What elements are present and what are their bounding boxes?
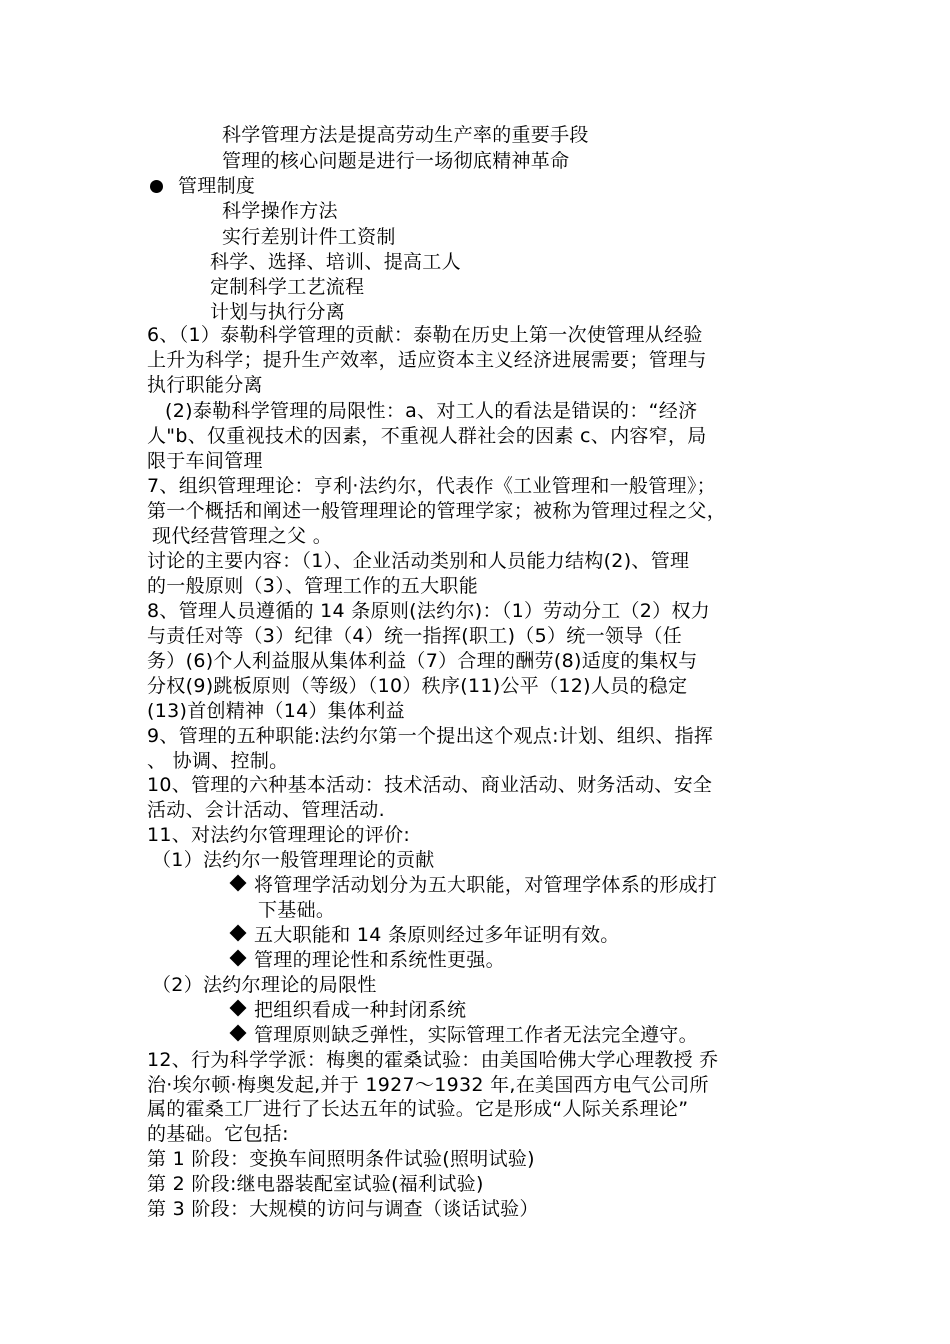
text-line: 上升为科学；提升生产效率，适应资本主义经济进展需要；管理与 [147, 349, 707, 371]
text-line: 实行差别计件工资制 [222, 226, 396, 248]
text-line: 治·埃尔顿·梅奥发起,并于 1927～1932 年,在美国西方电气公司所 [147, 1074, 709, 1096]
text-line: 9、管理的五种职能:法约尔第一个提出这个观点:计划、组织、指挥 [147, 725, 714, 747]
list-item-continuation: 下基础。 [258, 899, 336, 921]
text-line: 现代经营管理之父 。 [152, 525, 333, 547]
text-line: 10、管理的六种基本活动：技术活动、商业活动、财务活动、安全 [147, 774, 713, 796]
text-line: 11、对法约尔管理理论的评价: [147, 824, 411, 846]
text-line: 第 3 阶段：大规模的访问与调查（谈话试验） [147, 1198, 539, 1220]
text-line: 限于车间管理 [147, 450, 263, 472]
list-item: 将管理学活动划分为五大职能，对管理学体系的形成打 [232, 873, 717, 898]
text-line: (2)泰勒科学管理的局限性：a、对工人的看法是错误的：“经济 [165, 400, 698, 422]
text-line: 、 协调、控制。 [147, 750, 289, 772]
diamond-bullet-icon [230, 925, 247, 942]
text-line: 第 1 阶段：变换车间照明条件试验(照明试验) [147, 1148, 535, 1170]
text-line: 12、行为科学学派：梅奥的霍桑试验：由美国哈佛大学心理教授 乔 [147, 1049, 719, 1071]
text-line: 计划与执行分离 [210, 301, 346, 323]
bullet-dot-icon [150, 180, 163, 193]
text-line: 的一般原则（3）、管理工作的五大职能 [147, 575, 478, 597]
text-line: 人"b、仅重视技术的因素，不重视人群社会的因素 c、内容窄，局 [147, 425, 707, 447]
list-item: 把组织看成一种封闭系统 [232, 998, 466, 1023]
text-line: 与责任对等（3）纪律（4）统一指挥(职工)（5）统一领导（任 [147, 625, 683, 647]
text-line: 定制科学工艺流程 [210, 276, 365, 298]
text-line: 的基础。它包括: [147, 1123, 289, 1145]
subheading: （2）法约尔理论的局限性 [152, 974, 377, 996]
section-heading: 管理制度 [178, 175, 256, 197]
diamond-bullet-icon [230, 950, 247, 967]
text-line: 分权(9)跳板原则（等级）（10）秩序(11)公平（12)人员的稳定 [147, 675, 688, 697]
text-line: 科学管理方法是提高劳动生产率的重要手段 [222, 124, 589, 146]
list-item: 管理原则缺乏弹性，实际管理工作者无法完全遵守。 [232, 1023, 698, 1048]
text-line: 讨论的主要内容：（1）、企业活动类别和人员能力结构(2)、管理 [147, 550, 690, 572]
list-item: 管理的理论性和系统性更强。 [232, 948, 505, 973]
text-line: 活动、会计活动、管理活动. [147, 799, 385, 821]
list-item: 五大职能和 14 条原则经过多年证明有效。 [232, 923, 620, 948]
text-line: 科学、选择、培训、提高工人 [210, 251, 461, 273]
diamond-bullet-icon [230, 875, 247, 892]
text-line: 第 2 阶段:继电器装配室试验(福利试验) [147, 1173, 484, 1195]
text-line: 7、组织管理理论：亨利·法约尔，代表作《工业管理和一般管理》； [147, 475, 716, 497]
text-line: 第一个概括和阐述一般管理理论的管理学家；被称为管理过程之父， [147, 500, 727, 522]
subheading: （1）法约尔一般管理理论的贡献 [152, 849, 435, 871]
diamond-bullet-icon [230, 1025, 247, 1042]
text-line: (13)首创精神（14）集体利益 [147, 700, 405, 722]
text-line: 管理的核心问题是进行一场彻底精神革命 [222, 150, 570, 172]
text-line: 执行职能分离 [147, 374, 263, 396]
text-line: 务）(6)个人利益服从集体利益（7）合理的酬劳(8)适度的集权与 [147, 650, 698, 672]
text-line: 8、管理人员遵循的 14 条原则(法约尔)：（1）劳动分工（2）权力 [147, 600, 711, 622]
diamond-bullet-icon [230, 1000, 247, 1017]
text-line: 属的霍桑工厂进行了长达五年的试验。它是形成“人际关系理论” [147, 1098, 689, 1120]
text-line: 6、（1）泰勒科学管理的贡献：泰勒在历史上第一次使管理从经验 [147, 324, 703, 346]
text-line: 科学操作方法 [222, 200, 338, 222]
